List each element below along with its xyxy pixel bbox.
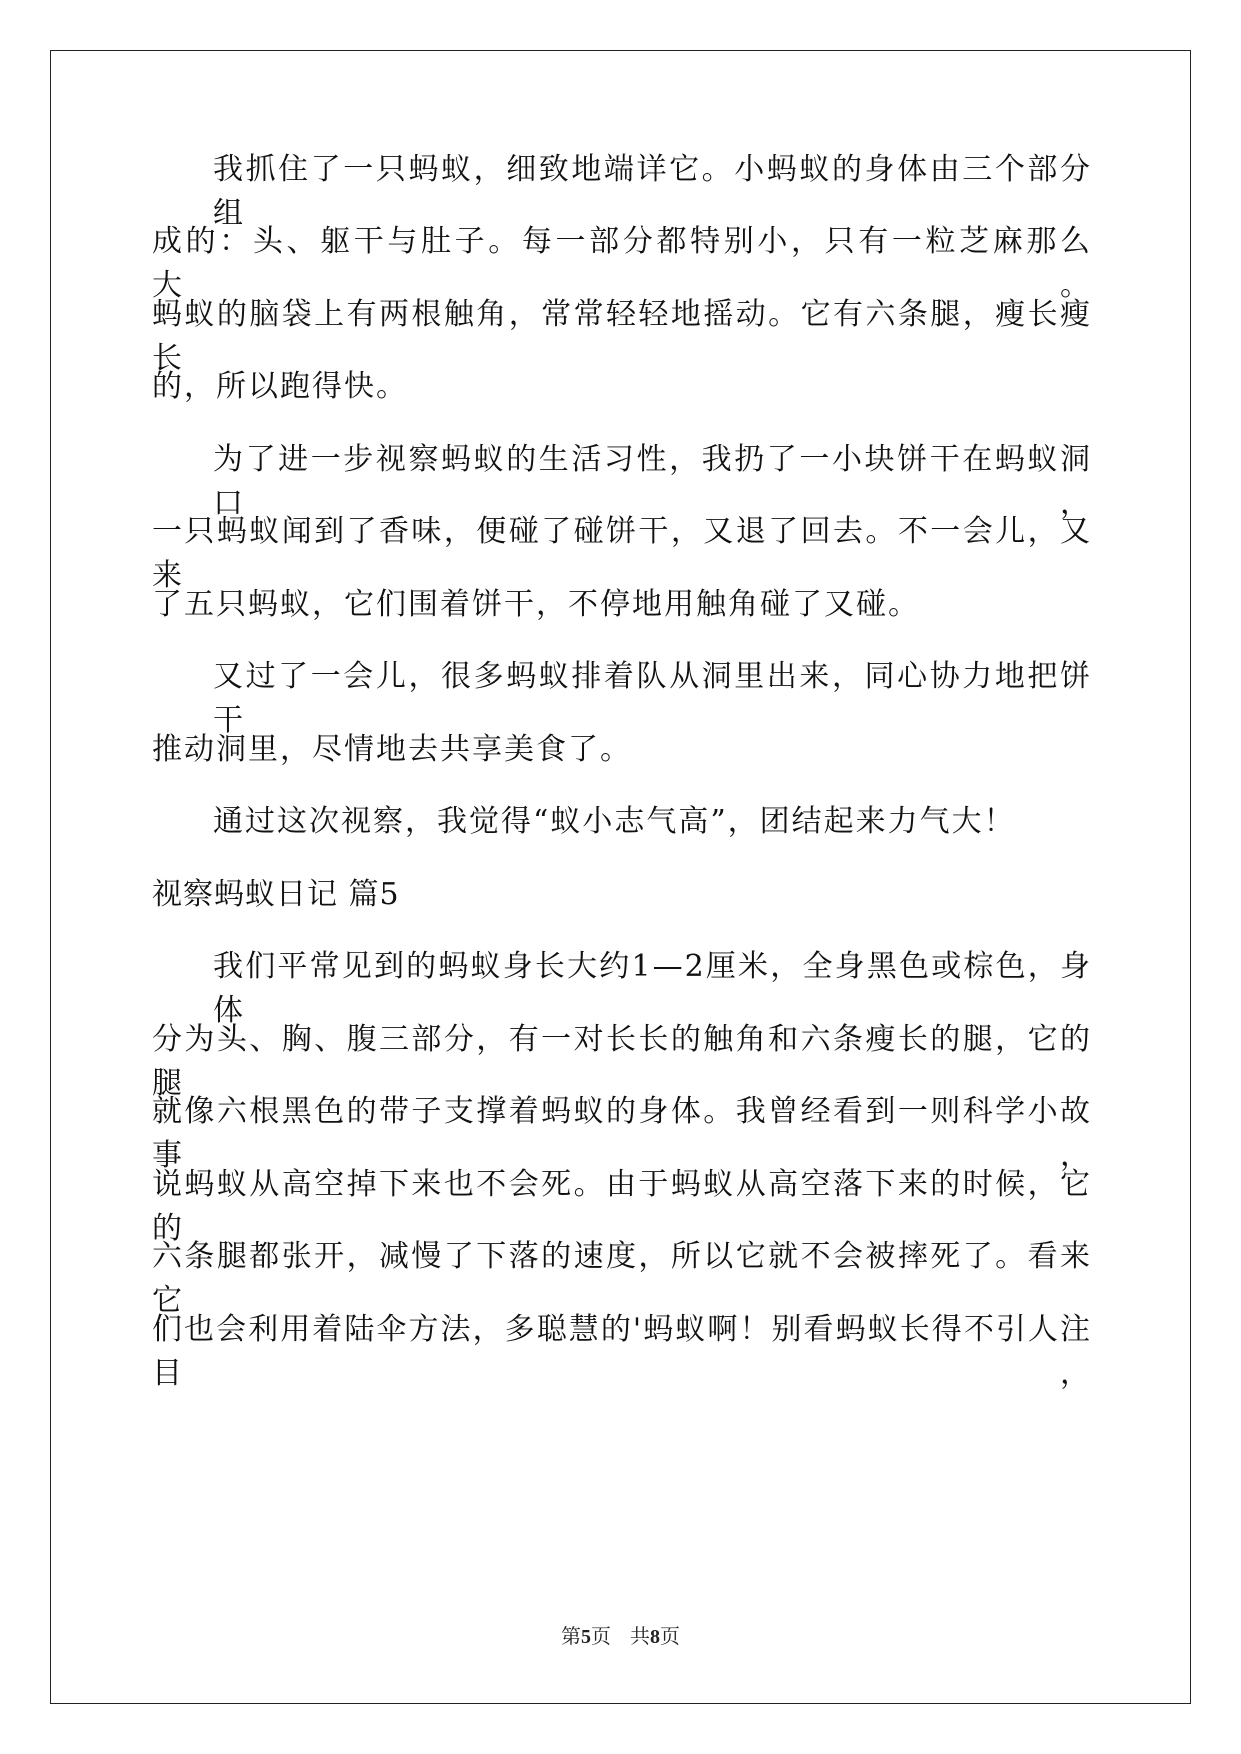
section-heading: 视察蚂蚁日记 篇5 (152, 877, 400, 912)
paragraph-line: 我们平常见到的蚂蚁身长大约1—2厘米，全身黑色或棕色，身体 (213, 949, 1092, 1028)
footer-middle: 页 共 (590, 1624, 651, 1648)
paragraph-line: 成的：头、躯干与肚子。每一部分都特别小，只有一粒芝麻那么大。 (152, 224, 1092, 303)
paragraph-line: 就像六根黑色的带子支撑着蚂蚁的身体。我曾经看到一则科学小故事， (152, 1094, 1092, 1173)
paragraph-line: 六条腿都张开，减慢了下落的速度，所以它就不会被摔死了。看来它 (152, 1239, 1092, 1318)
paragraph-line: 为了进一步视察蚂蚁的生活习性，我扔了一小块饼干在蚂蚁洞口， (213, 442, 1092, 521)
current-page-number: 5 (580, 1626, 591, 1648)
paragraph-line: 的，所以跑得快。 (152, 369, 408, 404)
paragraph-line: 一只蚂蚁闻到了香味，便碰了碰饼干，又退了回去。不一会儿，又来 (152, 514, 1092, 593)
paragraph-line: 分为头、胸、腹三部分，有一对长长的触角和六条瘦长的腿，它的腿 (152, 1022, 1092, 1101)
paragraph-line: 推动洞里，尽情地去共享美食了。 (152, 732, 632, 767)
page-footer (0, 1623, 1241, 1650)
total-page-number: 8 (650, 1626, 661, 1648)
paragraph-line: 们也会利用着陆伞方法，多聪慧的'蚂蚁啊！别看蚂蚁长得不引人注目， (152, 1312, 1092, 1391)
paragraph-line: 了五只蚂蚁，它们围着饼干，不停地用触角碰了又碰。 (152, 587, 920, 622)
paragraph-line: 蚂蚁的脑袋上有两根触角，常常轻轻地摇动。它有六条腿，瘦长瘦长 (152, 297, 1092, 376)
footer-suffix: 页 (660, 1624, 681, 1648)
footer-prefix: 第 (560, 1624, 581, 1648)
paragraph-line: 通过这次视察，我觉得“蚁小志气高”，团结起来力气大！ (213, 804, 1016, 839)
paragraph-line: 又过了一会儿，很多蚂蚁排着队从洞里出来，同心协力地把饼干 (213, 659, 1092, 738)
paragraph-line: 说蚂蚁从高空掉下来也不会死。由于蚂蚁从高空落下来的时候，它的 (152, 1167, 1092, 1246)
paragraph-line: 我抓住了一只蚂蚁，细致地端详它。小蚂蚁的身体由三个部分组 (213, 152, 1092, 231)
